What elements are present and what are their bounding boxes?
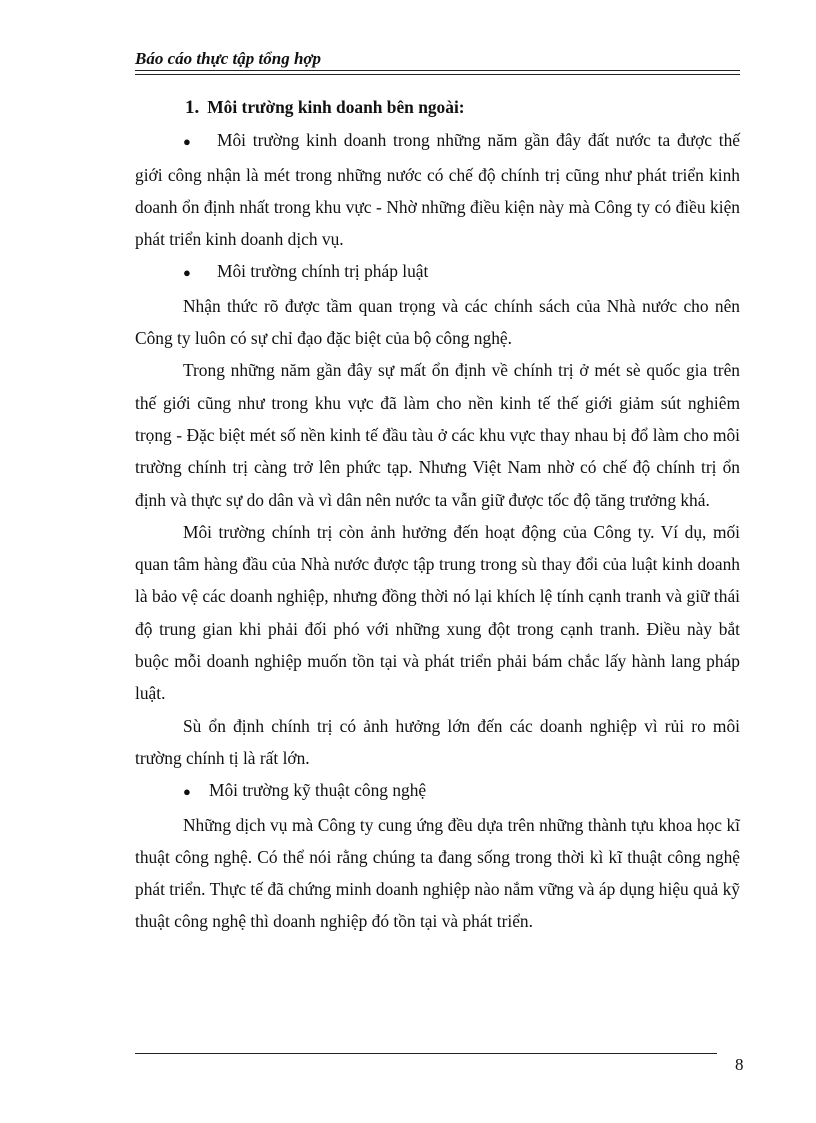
bullet-text: Môi trường chính trị pháp luật (217, 261, 429, 282)
bullet-text: Môi trường kinh doanh trong những năm gần đây đất nước ta được thế giới công nhận là mét trong những nước có chế độ chính trị cũng như phát triển kinh doanh ổn định nhất trong khu vực - Nhờ những điều kiện này mà Công ty có điều kiện phát triển kinh doanh dịch vụ. (135, 130, 740, 250)
document-body (135, 91, 740, 938)
header-rule (135, 70, 740, 71)
page-number: 8 (735, 1055, 744, 1074)
bullet-item (135, 255, 740, 289)
bullet-icon: ● (183, 134, 191, 150)
header-rule-secondary (135, 74, 740, 75)
paragraph: Những dịch vụ mà Công ty cung ứng đều dựa trên những thành tựu khoa học kĩ thuật công nghệ. Có thể nói rằng chúng ta đang sống trong thời kì kĩ thuật công nghệ phát triển. Thực tế đã chứng minh doanh nghiệp nào nắm vững và áp dụng hiệu quả kỹ thuật công nghệ thì doanh nghiệp đó tồn tại và phát triển. (135, 814, 740, 932)
running-header: Báo cáo thực tập tổng hợp (135, 49, 322, 68)
bullet-icon: ● (183, 265, 191, 281)
bullet-text: Môi trường kỹ thuật công nghệ (209, 780, 427, 801)
bullet-icon: ● (183, 784, 191, 800)
bullet-item (135, 124, 740, 255)
paragraph: Nhận thức rõ được tầm quan trọng và các chính sách của Nhà nước cho nên Công ty luôn có sự chỉ đạo đặc biệt của bộ công nghệ. (135, 295, 740, 349)
paragraph: Môi trường chính trị còn ảnh hưởng đến hoạt động của Công ty. Ví dụ, mối quan tâm hàng đầu của Nhà nước được tập trung trong sù thay đổi của luật kinh doanh là bảo vệ các doanh nghiệp, nhưng đồng thời nó lại khích lệ tính cạnh tranh và giữ thái độ trung gian khi phải đối phó với những xung đột trong cạnh tranh. Điều này bắt buộc mỗi doanh nghiệp muốn tồn tại và phát triển phải bám chắc lấy hành lang pháp luật. (135, 521, 740, 704)
bullet-item (135, 774, 740, 808)
section-heading (135, 91, 740, 124)
paragraph: Trong những năm gần đây sự mất ổn định về chính trị ở mét sè quốc gia trên thế giới cũng như trong khu vực đã làm cho nền kinh tế thế giới giảm sút nghiêm trọng - Đặc biệt mét số nền kinh tế đầu tàu ở các khu vực thay nhau bị đổ làm cho môi trường chính trị càng trở lên phức tạp. Nhưng Việt Nam nhờ có chế độ chính trị ổn định và thực sự do dân và vì dân nên nước ta vẫn giữ được tốc độ tăng trưởng khá. (135, 360, 740, 510)
section-title: Môi trường kinh doanh bên ngoài: (207, 97, 465, 117)
footer-rule (135, 1053, 717, 1054)
section-number: 1. (185, 97, 200, 118)
paragraph: Sù ổn định chính trị có ảnh hưởng lớn đến các doanh nghiệp vì rủi ro môi trường chính tị là rất lớn. (135, 715, 740, 768)
